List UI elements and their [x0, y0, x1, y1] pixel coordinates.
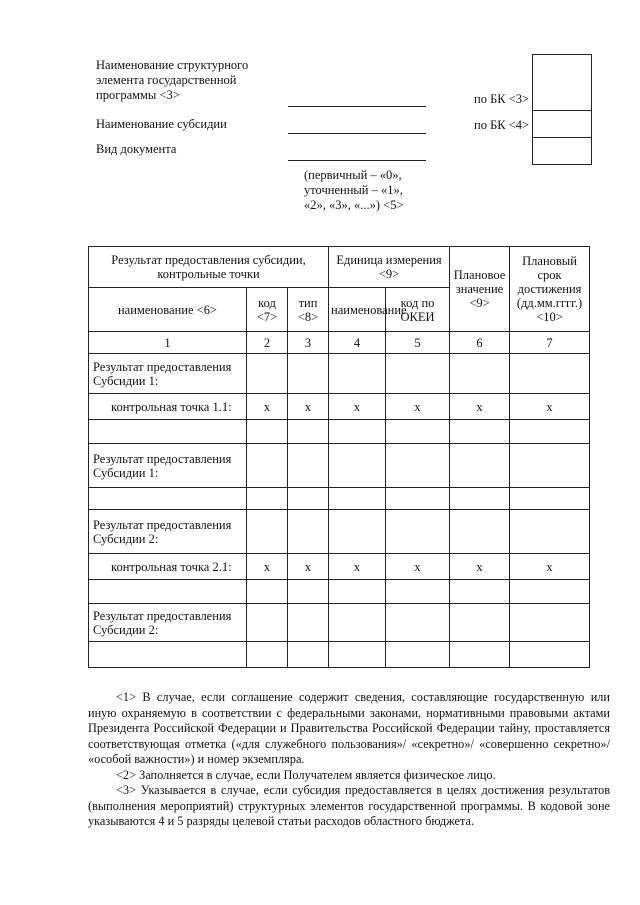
subsidy-name-underline [288, 133, 426, 134]
subsidy-name-label: Наименование субсидии [96, 117, 227, 131]
table-row [89, 642, 590, 668]
cell-mark: x [510, 394, 590, 420]
cell-mark: x [288, 554, 329, 580]
cell-mark: x [386, 554, 450, 580]
control-point-label: контрольная точка 2.1: [89, 554, 247, 580]
program-element-label: Наименование структурного элемента государственной программы <3> [96, 58, 249, 102]
table-row [89, 394, 590, 420]
code-cell-bk4 [533, 111, 591, 138]
col-number: 5 [386, 332, 450, 354]
footnotes [88, 690, 610, 830]
bk3-label: по БК <3> [474, 92, 530, 106]
header-unit-name: наименование [329, 288, 386, 332]
table-row [89, 604, 590, 642]
result-label: Результат предоставления Субсидии 2: [89, 510, 247, 554]
cell-mark: x [329, 394, 386, 420]
cell-mark: x [288, 394, 329, 420]
col-number: 2 [247, 332, 288, 354]
table-row [89, 354, 590, 394]
code-cell-doc-type [533, 138, 591, 164]
footnote-2: <2> Заполняется в случае, если Получателем является физическое лицо. [116, 767, 496, 782]
table-row [89, 444, 590, 488]
column-number-row [89, 332, 590, 354]
code-cell-bk3 [533, 55, 591, 111]
result-label: Результат предоставления Субсидии 2: [89, 604, 247, 642]
footnote-1: <1> В случае, если соглашение содержит сведения, составляющие государственную или иную охраняемую в соответствии с федеральными законами, нормативными правовыми актами Президента Российской Федерации и Правительства Российской Федерации тайну, проставляется соответствующая отметка («для служебного пользования»/ «секретно»/ «совершенно секретно»/ «особой важности») и номер экземпляра. [88, 690, 610, 766]
header-unit-group: Единица измерения <9> [329, 247, 450, 288]
col-number: 3 [288, 332, 329, 354]
footnote-3: <3> Указывается в случае, если субсидия предоставляется в целях достижения результатов (выполнения мероприятий) структурных элементов государственной программы. В кодовой зоне указываются 4 и 5 разряды целевой статьи расходов областного бюджета. [88, 783, 610, 828]
header-type: тип <8> [288, 288, 329, 332]
table-row [89, 488, 590, 510]
col-number: 7 [510, 332, 590, 354]
table-row [89, 420, 590, 444]
doc-type-underline [288, 160, 426, 161]
control-point-label: контрольная точка 1.1: [89, 394, 247, 420]
program-element-underline [288, 106, 426, 107]
doc-type-label: Вид документа [96, 142, 177, 156]
header-planned-value: Плановое значение <9> [450, 247, 510, 332]
cell-mark: x [247, 394, 288, 420]
cell-mark: x [510, 554, 590, 580]
result-label: Результат предоставления Субсидии 1: [89, 444, 247, 488]
doc-type-hint: (первичный – «0», уточненный – «1», «2», «3», «...») <5> [304, 168, 404, 212]
cell-mark: x [386, 394, 450, 420]
header-planned-date: Плановый срок достижения (дд.мм.гггг.) <10> [510, 247, 590, 332]
col-number: 6 [450, 332, 510, 354]
cell-mark: x [247, 554, 288, 580]
bk4-label: по БК <4> [474, 118, 530, 132]
result-label: Результат предоставления Субсидии 1: [89, 354, 247, 394]
cell-mark: x [450, 394, 510, 420]
cell-mark: x [450, 554, 510, 580]
header-name: наименование <6> [89, 288, 247, 332]
header-okei-code: код по ОКЕИ [386, 288, 450, 332]
col-number: 1 [89, 332, 247, 354]
table-row [89, 580, 590, 604]
code-zone [532, 54, 592, 165]
cell-mark: x [329, 554, 386, 580]
header-result-group: Результат предоставления субсидии, контрольные точки [89, 247, 329, 288]
col-number: 4 [329, 332, 386, 354]
table-row [89, 510, 590, 554]
header-code: код <7> [247, 288, 288, 332]
results-table [88, 246, 590, 668]
table-row [89, 554, 590, 580]
